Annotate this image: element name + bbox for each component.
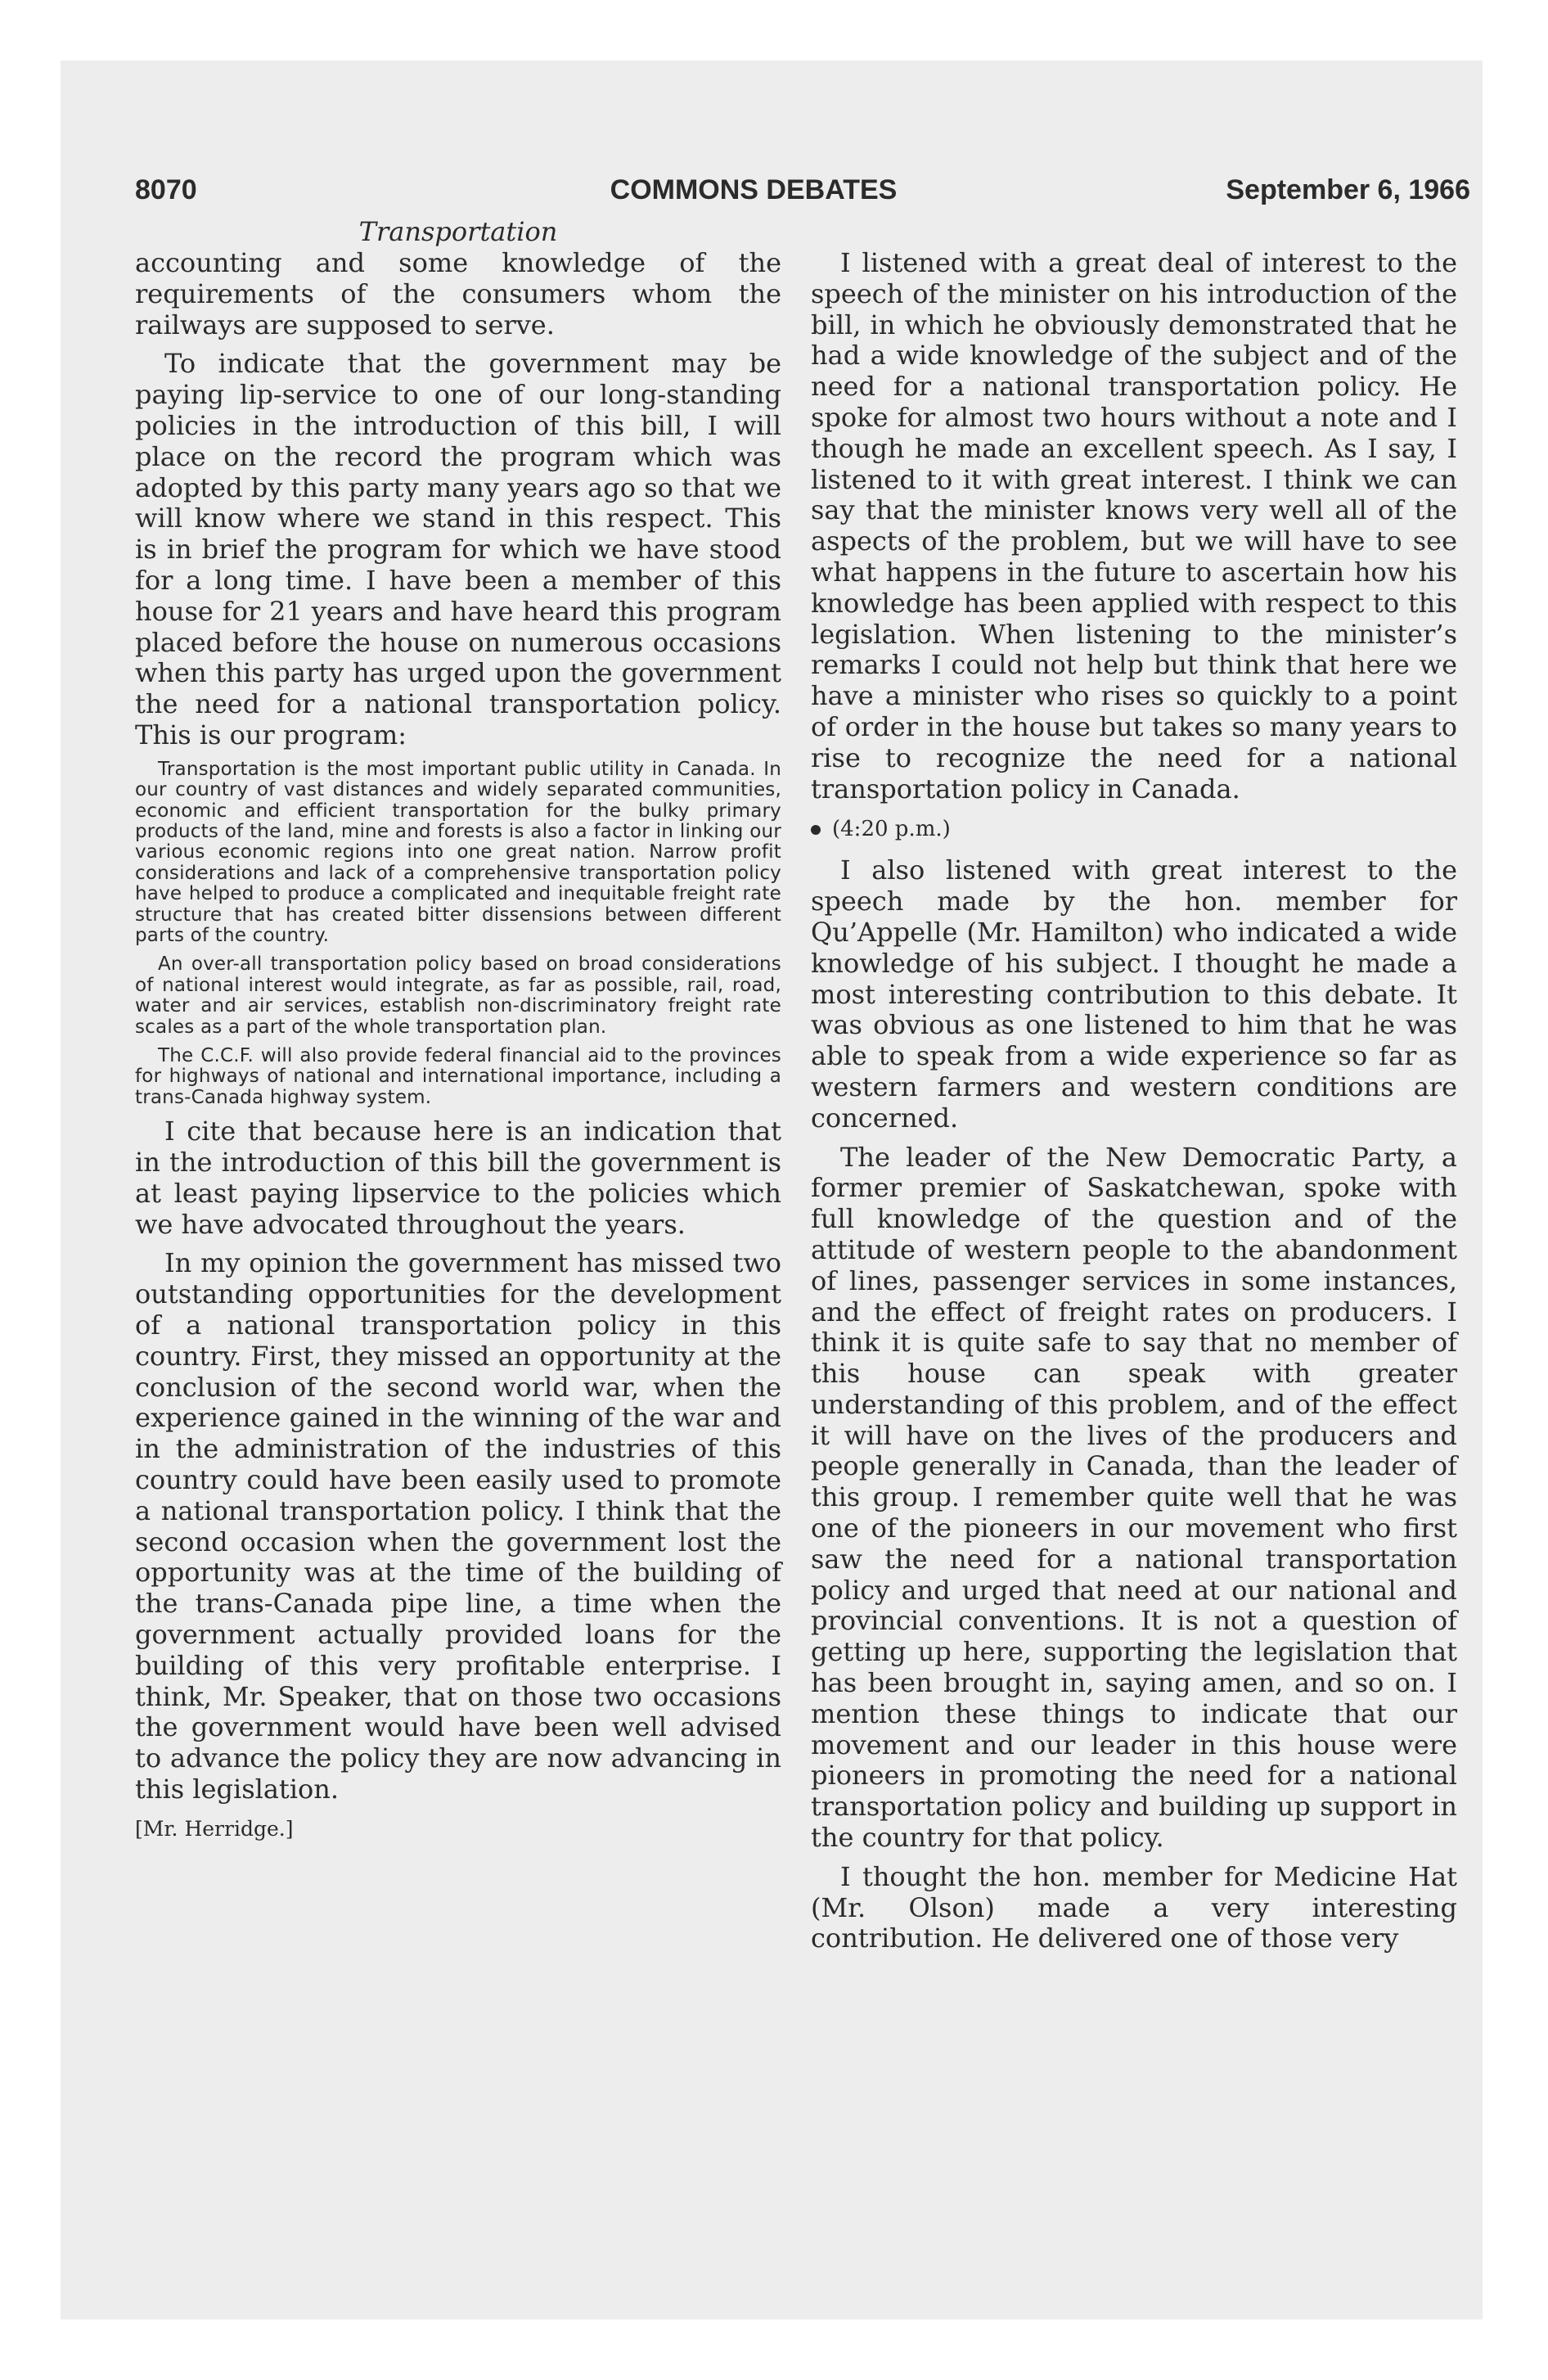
paragraph: I thought the hon. member for Medicine Hat (Mr. Olson) made a very interesting contribution. He delivered one of those very — [811, 1860, 1457, 1954]
paragraph: I also listened with great interest to the speech made by the hon. member for Qu’Appelle (Mr. Hamilton) who indicated a wide knowledge of his subject. I thought he made a most interesting contribution to this debate. It was obvious as one listened to him that he was able to speak from a wide experience so far as western farmers and western conditions are concerned. — [811, 854, 1457, 1134]
page-header — [135, 174, 1470, 215]
quoted-program-paragraph: An over-all transportation policy based on broad considerations of national interest would integrate, as far as possible, rail, road, water and air services, establish non-discriminatory freight rate scales as a part of the whole transportation plan. — [135, 953, 781, 1038]
page-number: 8070 — [135, 174, 197, 205]
bullet-icon — [811, 825, 821, 835]
paragraph: accounting and some knowledge of the requirements of the consumers whom the railways are supposed to serve. — [135, 247, 781, 340]
left-column — [135, 215, 781, 1841]
running-head: Transportation — [358, 216, 558, 247]
quoted-program-paragraph: Transportation is the most important public utility in Canada. In our country of vast distances and widely separated communities, economic and efficient transportation for the bulky primary products of the land, mine and forests is also a factor in linking our various economic regions into one great nation. Narrow profit considerations and lack of a comprehensive transportation policy have helped to produce a complicated and inequitable freight rate structure that has created bitter dissensions between different parts of the country. — [135, 758, 781, 946]
paragraph: In my opinion the government has missed two outstanding opportunities for the development of a national transportation policy in this country. First, they missed an opportunity at the conclusion of the second world war, when the experience gained in the winning of the war and in the administration of the industries of this country could have been easily used to promote a national transportation policy. I think that the second occasion when the government lost the opportunity was at the time of the building of the trans-Canada pipe line, a time when the government actually provided loans for the building of this very profitable enterprise. I think, Mr. Speaker, that on those two occasions the government would have been well advised to advance the policy they are now advancing in this legislation. — [135, 1247, 781, 1805]
paragraph: The leader of the New Democratic Party, a former premier of Saskatchewan, spoke with full knowledge of the question and of the attitude of western people to the abandonment of lines, passenger services in some instances, and the effect of freight rates on producers. I think it is quite safe to say that no member of this house can speak with greater understanding of this problem, and of the effect it will have on the lives of the producers and people generally in Canada, than the leader of this group. I remember quite well that he was one of the pioneers in our movement who first saw the need for a national transportation policy and urged that need at our national and provincial conventions. It is not a question of getting up here, supporting the legislation that has been brought in, saying amen, and so on. I mention these things to indicate that our movement and our leader in this house were pioneers in promoting the need for a national transportation policy and building up support in the country for that policy. — [811, 1141, 1457, 1854]
time-stamp-text: (4:20 p.m.) — [832, 817, 951, 842]
paragraph: To indicate that the government may be paying lip-service to one of our long-standing policies in the introduction of this bill, I will place on the record the program which was adopted by this party many years ago so that we will know where we stand in this respect. This is in brief the program for which we have stood for a long time. I have been a member of this house for 21 years and have heard this program placed before the house on numerous occasions when this party has urged upon the government the need for a national transportation policy. This is our program: — [135, 348, 781, 751]
right-column — [811, 215, 1457, 1963]
publication-title: COMMONS DEBATES — [610, 174, 898, 205]
speaker-attribution: [Mr. Herridge.] — [135, 1816, 294, 1841]
time-stamp — [811, 813, 1457, 845]
paragraph: I listened with a great deal of interest to the speech of the minister on his introduction of the bill, in which he obviously demonstrated that he had a wide knowledge of the subject and of the need for a national transportation policy. He spoke for almost two hours without a note and I though he made an excellent speech. As I say, I listened to it with great interest. I think we can say that the minister knows very well all of the aspects of the problem, but we will have to see what happens in the future to ascertain how his knowledge has been applied with respect to this legislation. When listening to the minister’s remarks I could not help but think that here we have a minister who rises so quickly to a point of order in the house but takes so many years to rise to recognize the need for a national transportation policy in Canada. — [811, 247, 1457, 805]
publication-date: September 6, 1966 — [1226, 174, 1470, 205]
document-page — [135, 174, 1470, 1954]
quoted-program-paragraph: The C.C.F. will also provide federal financial aid to the provinces for highways of national and international importance, including a trans-Canada highway system. — [135, 1045, 781, 1108]
paragraph: I cite that because here is an indication that in the introduction of this bill the government is at least paying lipservice to the policies which we have advocated throughout the years. — [135, 1116, 781, 1240]
